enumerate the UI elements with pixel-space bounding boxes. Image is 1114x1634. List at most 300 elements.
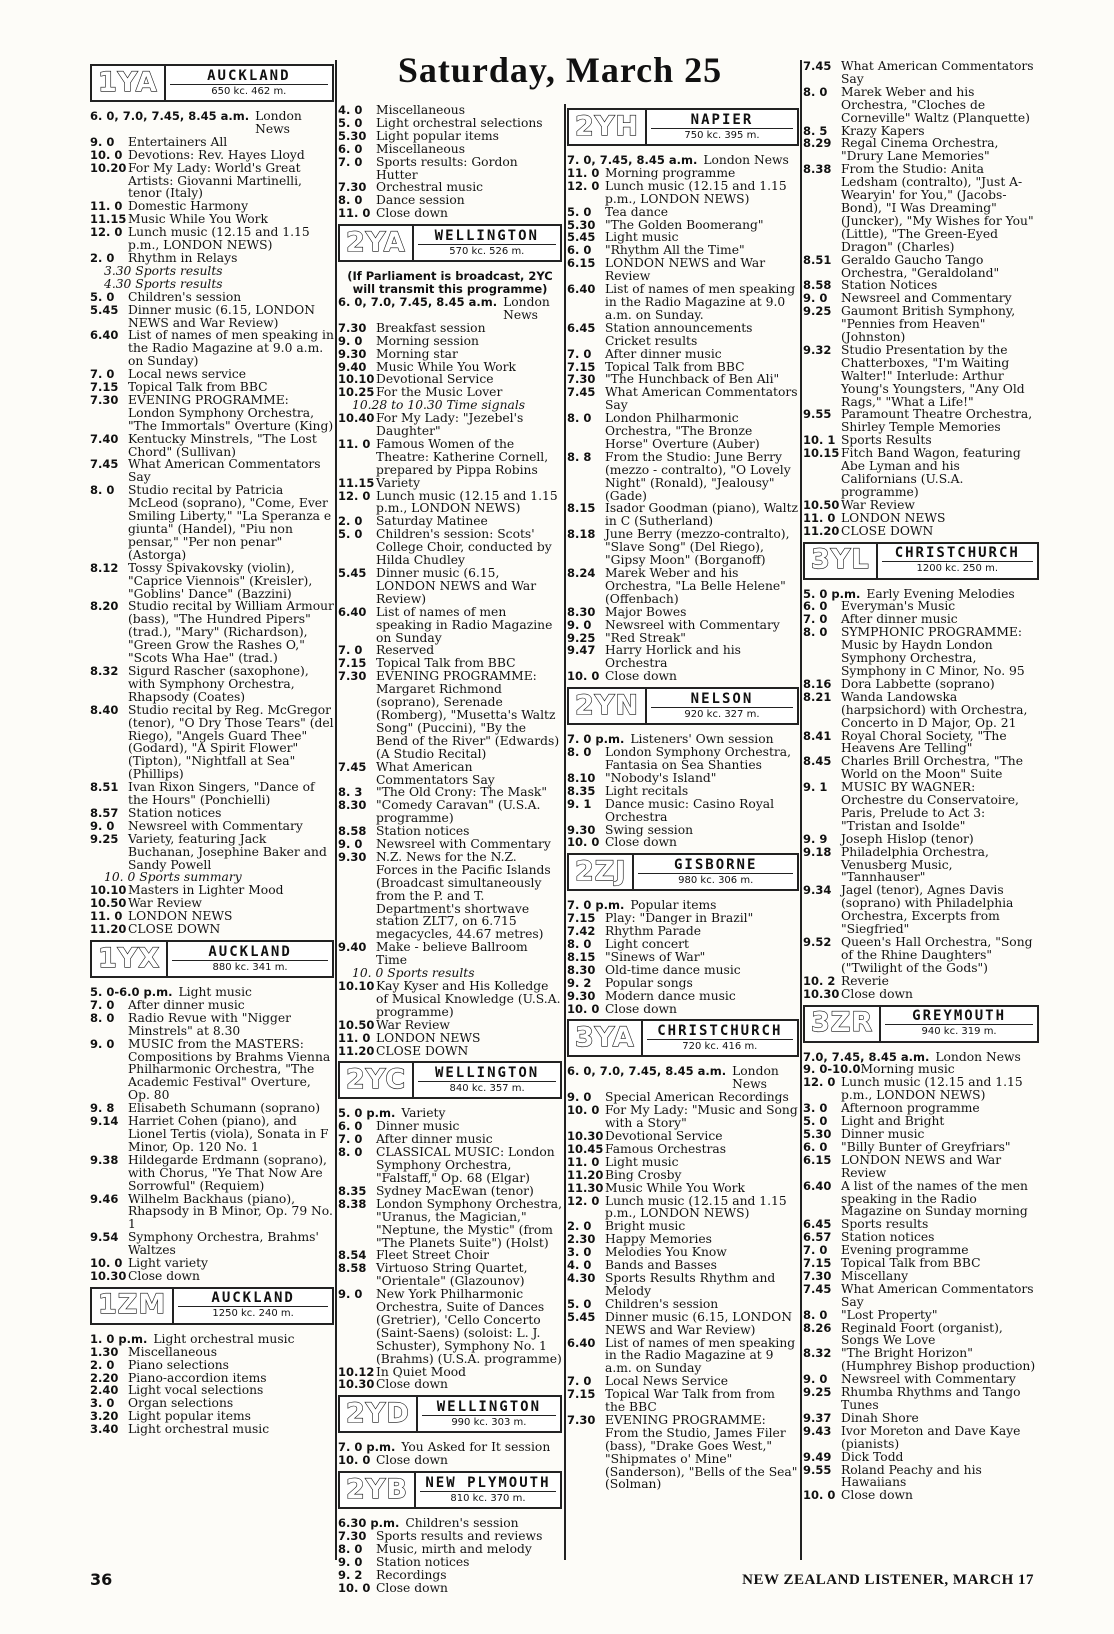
program-text: Fitch Band Wagon, featuring Abe Lyman and his Californians (U.S.A. programme): [841, 446, 1021, 499]
station-frequency: 1200 kc. 250 m.: [916, 563, 998, 575]
program-text: SYMPHONIC PROGRAMME: Music by Haydn London Symphony Orchestra, Symphony in C Minor, No. 95: [841, 625, 1025, 678]
program-text: CLASSICAL MUSIC: London Symphony Orchestra, "Falstaff," Op. 68 (Elgar): [376, 1145, 555, 1185]
program-entry: [567, 1169, 799, 1182]
program-text: Morning session: [376, 333, 479, 348]
program-text: Rhumba Rhythms and Tango Tunes: [841, 1385, 1021, 1412]
program-time: 9.54: [90, 1230, 119, 1245]
program-text: Close down: [376, 1377, 448, 1392]
program-time: 6.45: [803, 1217, 832, 1232]
program-time: 8. 0: [803, 1307, 828, 1322]
program-time: 8. 0: [567, 937, 592, 952]
station-city: WELLINGTON: [422, 1399, 556, 1416]
program-entry: [567, 528, 799, 567]
program-time: 9. 8: [90, 1101, 115, 1116]
program-text: Light music: [605, 230, 679, 245]
station-header: [90, 64, 334, 102]
program-text: London News: [732, 1064, 779, 1092]
program-entry: [90, 1423, 334, 1436]
program-entry: [803, 254, 1039, 280]
program-time: 8.38: [803, 162, 832, 177]
station-city: WELLINGTON: [418, 1065, 556, 1082]
program-time: 10. 2: [803, 973, 836, 988]
page-number: 36: [90, 1570, 113, 1589]
program-text: After dinner music: [605, 346, 722, 361]
program-text: List of names of men speaking in the Radio Magazine at 9.0 a.m. on Sunday): [128, 328, 334, 369]
program-text: Light music: [605, 1154, 679, 1169]
program-text: List of names of men speaking in Radio Magazine on Sunday: [376, 604, 553, 645]
program-entry: [803, 1347, 1039, 1373]
program-entry: [803, 846, 1039, 885]
program-text: Morning star: [376, 346, 458, 361]
program-text: Queen's Hall Orchestra, "Song of the Rhine Daughters" ("Twilight of the Gods"): [841, 935, 1033, 975]
program-time: 9. 0: [567, 1090, 592, 1105]
program-text: Listeners' Own session: [630, 732, 774, 747]
station-call-sign: 2YA: [340, 226, 414, 260]
program-text: Music While You Work: [605, 1180, 745, 1195]
program-text: Piano-accordion items: [128, 1370, 267, 1385]
program-time: 7.42: [567, 924, 596, 939]
program-time: 6.45: [567, 320, 596, 335]
program-entry: [567, 322, 799, 348]
program-time: 9.30: [338, 849, 367, 864]
station-info: [414, 226, 560, 260]
program-time: 9.46: [90, 1191, 119, 1206]
program-text: Evening programme: [841, 1243, 969, 1258]
program-time: 8. 5: [803, 123, 828, 138]
program-entry: [803, 305, 1039, 344]
program-time: 5. 0 p.m.: [338, 1106, 396, 1121]
program-entry: [90, 1346, 334, 1359]
program-entry: [803, 1180, 1039, 1219]
program-text: Light popular items: [128, 1409, 251, 1424]
program-text: Reginald Foort (organist), Songs We Love: [841, 1320, 1003, 1348]
program-text: Close down: [376, 206, 448, 221]
program-time: 6. 0: [338, 141, 363, 156]
program-entry: [567, 785, 799, 798]
program-text: LONDON NEWS: [841, 510, 946, 525]
program-entry: [567, 938, 799, 951]
program-time: 8.54: [338, 1248, 367, 1263]
program-text: London News: [935, 1049, 1021, 1064]
program-text: Joseph Hislop (tenor): [841, 831, 974, 846]
program-text: Orchestral music: [376, 180, 484, 195]
program-text: Light concert: [605, 937, 689, 952]
program-entry: [338, 528, 562, 567]
program-text: What American Commentators Say: [605, 385, 798, 413]
program-entry: [90, 1115, 334, 1154]
program-text: Dora Labbette (soprano): [841, 676, 995, 691]
column-4: [803, 60, 1039, 1566]
program-entry: [338, 117, 562, 130]
program-time: 3. 0: [90, 1396, 115, 1411]
program-time: 10.12: [338, 1364, 375, 1379]
program-entry: [567, 412, 799, 451]
program-entry: [90, 884, 334, 897]
program-text: Jagel (tenor), Agnes Davis (soprano) with Philadelphia Orchestra, Excerpts from "Siegfried": [841, 883, 1014, 937]
program-entry: [567, 257, 799, 283]
program-time: 9. 0: [803, 1372, 828, 1387]
program-text: CLOSE DOWN: [376, 1043, 469, 1058]
program-text: CLOSE DOWN: [841, 523, 934, 538]
station-frequency: 920 kc. 327 m.: [684, 708, 760, 720]
program-text: Close down: [605, 669, 677, 684]
program-entry: [90, 110, 334, 136]
program-entry: [90, 226, 334, 252]
program-entry: [90, 1012, 334, 1038]
program-text: "Nobody's Island": [605, 770, 717, 785]
program-text: "The Bright Horizon" (Humphrey Bishop production): [841, 1346, 1036, 1374]
station-city: AUCKLAND: [170, 68, 328, 85]
program-time: 9.49: [803, 1449, 832, 1464]
program-time: 9. 0: [90, 1036, 115, 1051]
program-time: 6. 0: [803, 1139, 828, 1154]
program-time: 10.20: [90, 160, 127, 175]
program-time: 9.52: [803, 935, 832, 949]
program-entry: [338, 761, 562, 787]
program-entry: [338, 799, 562, 825]
program-time: 3.20: [90, 1409, 119, 1424]
program-text: Isador Goodman (piano), Waltz in C (Sutherland): [605, 501, 799, 529]
program-text: London News: [503, 294, 550, 322]
station-info: [174, 1289, 332, 1323]
program-text: Devotional Service: [605, 1129, 723, 1143]
program-time: 7.30: [803, 1268, 832, 1283]
program-text: "The Golden Boomerang": [605, 217, 764, 232]
program-time: 5.45: [338, 566, 367, 580]
program-time: 9.14: [90, 1114, 119, 1129]
program-time: 8. 0: [567, 411, 592, 426]
program-time: 11. 0: [338, 436, 371, 451]
program-entry: [803, 1489, 1039, 1502]
program-time: 5.30: [803, 1126, 832, 1141]
station-header: [567, 108, 799, 146]
program-entry: [803, 1141, 1039, 1154]
program-entry: [567, 219, 799, 232]
program-time: 8. 0: [338, 193, 363, 208]
program-text: Harry Horlick and his Orchestra: [605, 643, 741, 671]
program-entry: [338, 156, 562, 182]
station-info: [414, 1063, 560, 1097]
program-time: 8. 0: [567, 745, 592, 760]
program-text: Dance session: [376, 193, 465, 208]
program-text: Reserved: [376, 643, 435, 658]
program-text: Organ selections: [128, 1396, 234, 1411]
program-time: 8.58: [338, 824, 367, 839]
program-text: Miscellaneous: [128, 1344, 218, 1359]
program-time: 9. 1: [567, 796, 592, 811]
station-city: AUCKLAND: [172, 944, 328, 961]
program-entry: [803, 163, 1039, 253]
program-time: 6.57: [803, 1230, 832, 1245]
program-entry: [803, 975, 1039, 988]
program-time: 2. 0: [338, 514, 363, 529]
program-time: 10. 0: [90, 147, 123, 162]
station-call-sign: 2YN: [569, 689, 647, 723]
program-entry: [338, 851, 562, 941]
program-text: Old-time dance music: [605, 962, 741, 977]
program-time: 7. 0 p.m.: [567, 898, 625, 913]
program-text: New York Philharmonic Orchestra, Suite of Dances (Gretrier), 'Cello Concerto (Saint-Saens) (soloist: L. J. Schuster), Symphony No. 1 (Brahms) (U.S.A. programme): [376, 1287, 562, 1366]
program-time: 9. 0: [338, 1554, 363, 1569]
program-text: Sports results: Gordon Hutter: [376, 154, 518, 182]
program-entry: [90, 562, 334, 601]
program-text: What American Commentators Say: [841, 1281, 1034, 1309]
program-time: 8.58: [803, 278, 832, 293]
program-time: 1.30: [90, 1344, 119, 1359]
program-time: 7.15: [567, 359, 596, 374]
station-city: CHRISTCHURCH: [882, 545, 1033, 562]
program-entry: [338, 438, 562, 477]
program-time: 8.18: [567, 527, 596, 542]
program-time: 7. 0: [338, 1132, 363, 1147]
program-text: London News: [703, 153, 789, 167]
program-time: 6. 0, 7.0, 7.45, 8.45 a.m.: [338, 294, 498, 309]
program-time: 10. 0: [567, 1001, 600, 1016]
program-text: Geraldo Gaucho Tango Orchestra, "Geraldoland": [841, 252, 1000, 280]
program-time: 11.20: [338, 1043, 375, 1058]
program-entry: [90, 999, 334, 1012]
program-time: 11.20: [567, 1167, 604, 1182]
program-time: 9.40: [338, 359, 367, 374]
column-rule: [800, 60, 802, 1560]
program-text: Station announcements Cricket results: [605, 320, 753, 348]
program-time: 7. 0: [567, 346, 592, 361]
program-entry: [338, 1569, 562, 1582]
program-time: 10. 1: [803, 433, 836, 448]
program-time: 11. 0: [567, 1154, 600, 1169]
program-entry: [803, 447, 1039, 499]
program-text: Music While You Work: [128, 212, 268, 227]
program-time: 8.12: [90, 560, 119, 575]
station-frequency: 940 kc. 319 m.: [921, 1026, 997, 1038]
program-text: "Sinews of War": [605, 949, 706, 964]
program-entry: [803, 1309, 1039, 1322]
station-info: [634, 855, 797, 889]
program-time: 9. 0: [338, 837, 363, 852]
program-time: 9.47: [567, 643, 596, 658]
program-time: 9.25: [567, 630, 596, 645]
program-time: 9.30: [567, 822, 596, 837]
program-text: Close down: [841, 1488, 913, 1503]
program-text: Lunch music (12.15 and 1.15 p.m., LONDON NEWS): [376, 488, 558, 516]
program-text: Popular songs: [605, 975, 693, 990]
program-time: 6.15: [803, 1152, 832, 1167]
program-entry: [90, 1257, 334, 1270]
program-time: 10.10: [338, 979, 375, 993]
program-time: 11.15: [338, 475, 375, 490]
program-text: Lunch music (12.15 and 1.15 p.m., LONDON NEWS): [841, 1075, 1023, 1103]
program-entry: [567, 1337, 799, 1376]
program-entry: [90, 252, 334, 265]
program-text: Station Notices: [841, 278, 938, 293]
program-time: 9.25: [803, 1385, 832, 1400]
program-time: 7.15: [803, 1256, 832, 1271]
program-entry: [338, 1262, 562, 1288]
program-time: 8.15: [567, 501, 596, 516]
program-entry: [90, 807, 334, 820]
program-time: 9. 0: [803, 291, 828, 306]
program-entry: [567, 798, 799, 824]
program-text: LONDON NEWS: [376, 1030, 481, 1045]
program-text: "Rhythm All the Time": [605, 243, 745, 258]
program-entry: [567, 1388, 799, 1414]
station-call-sign: 2YD: [340, 1397, 418, 1431]
program-time: 11. 0: [90, 909, 123, 924]
program-time: 5. 0: [567, 204, 592, 219]
column-2: [338, 103, 563, 1595]
program-text: Dance music: Casino Royal Orchestra: [605, 796, 775, 824]
station-frequency: 1250 kc. 240 m.: [212, 1308, 294, 1320]
program-entry: [567, 990, 799, 1003]
program-text: List of names of men speaking in the Radio Magazine at 9.0 a.m. on Sunday.: [605, 282, 796, 322]
program-time: 6.40: [567, 1335, 596, 1350]
station-city: NEW PLYMOUTH: [420, 1475, 556, 1492]
program-time: 7. 0: [803, 612, 828, 627]
program-time: 10.30: [90, 1268, 127, 1283]
program-time: 7.30: [338, 320, 367, 335]
program-entry: [338, 1146, 562, 1185]
program-entry: [90, 665, 334, 704]
station-info: [878, 544, 1037, 578]
program-time: 6.40: [338, 604, 367, 619]
station-header: [567, 853, 799, 891]
program-text: N.Z. News for the N.Z. Forces in the Pacific Islands (Broadcast simultaneously from the P. and T. Department's shortwave station ZLT7, on 6.715 megacycles, 44.67 metres): [376, 849, 551, 942]
program-time: 8. 3: [338, 785, 363, 800]
station-frequency: 750 kc. 395 m.: [684, 129, 760, 141]
program-entry: [90, 923, 334, 936]
publication-footer: NEW ZEALAND LISTENER, MARCH 17: [742, 1572, 1034, 1588]
program-time: 4. 0: [567, 1258, 592, 1273]
program-entry: [567, 451, 799, 503]
program-text: In Quiet Mood: [376, 1364, 467, 1379]
program-time: 10.10: [90, 883, 127, 898]
program-text: Dinner music (6.15, LONDON NEWS and War Review): [605, 1309, 793, 1337]
program-entry: [803, 1425, 1039, 1451]
station-header: [338, 1395, 562, 1433]
program-entry: [803, 1464, 1039, 1490]
program-text: Sydney MacEwan (tenor): [376, 1183, 534, 1198]
program-entry: [803, 1386, 1039, 1412]
program-note: (If Parliament is broadcast, 2YC will transmit this programme): [347, 269, 553, 297]
program-text: "Billy Bunter of Greyfriars": [841, 1139, 1011, 1154]
program-time: 10.40: [338, 411, 375, 426]
station-frequency: 720 kc. 416 m.: [682, 1040, 758, 1052]
program-text: For My Lady: "Jezebel's Daughter": [376, 411, 524, 439]
page-title: Saturday, March 25: [397, 50, 723, 90]
program-entry: [803, 1270, 1039, 1283]
program-time: 7.45: [567, 385, 596, 400]
program-entry: [567, 1298, 799, 1311]
program-entry: [90, 1193, 334, 1232]
program-time: 11. 0: [338, 1030, 371, 1045]
program-text: Wanda Landowska (harpsichord) with Orchestra, Concerto in D Major, Op. 21: [841, 689, 1028, 730]
program-text: Topical Talk from BBC: [128, 380, 268, 395]
program-text: Ivor Moreton and Dave Kaye (pianists): [841, 1423, 1021, 1451]
program-entry: [567, 746, 799, 772]
program-time: 10.50: [803, 497, 840, 512]
program-entry: [338, 1556, 562, 1569]
program-time: 11. 0: [90, 199, 123, 214]
station-frequency: 840 kc. 357 m.: [449, 1082, 525, 1094]
program-time: 7. 0: [338, 154, 363, 169]
program-time: 7.45: [338, 759, 367, 774]
program-entry: [567, 964, 799, 977]
program-text: Newsreel with Commentary: [605, 617, 780, 632]
station-call-sign: 2YH: [569, 110, 647, 144]
program-entry: [803, 1154, 1039, 1180]
program-time: 7.30: [338, 180, 367, 195]
program-text: Light vocal selections: [128, 1383, 264, 1398]
program-time: 8.51: [90, 780, 119, 795]
program-text: Swing session: [605, 822, 694, 837]
program-text: Elisabeth Schumann (soprano): [128, 1101, 321, 1116]
program-time: 2.30: [567, 1232, 596, 1247]
program-time: 7. 0: [803, 1243, 828, 1258]
program-time: 8.38: [338, 1196, 367, 1211]
program-entry: [803, 691, 1039, 730]
program-time: 8.16: [803, 676, 832, 691]
program-time: 6.15: [567, 256, 596, 271]
program-entry: [567, 644, 799, 670]
program-text: Close down: [376, 1580, 448, 1595]
station-info: [418, 1397, 560, 1431]
station-header: [90, 940, 334, 978]
program-time: 8.26: [803, 1320, 832, 1335]
program-entry: [803, 833, 1039, 846]
program-time: 12. 0: [567, 1193, 600, 1208]
program-entry: [338, 606, 562, 645]
program-time: 9. 0: [90, 818, 115, 833]
program-text: Famous Orchestras: [605, 1141, 727, 1156]
program-entry: [90, 1154, 334, 1193]
program-text: Close down: [605, 1001, 677, 1016]
program-text: Everyman's Music: [841, 599, 956, 614]
program-text: Light orchestral music: [128, 1422, 270, 1437]
program-time: 8.58: [338, 1261, 367, 1276]
program-text: MUSIC BY WAGNER: Orchestre du Conservatoire, Paris, Prelude to Act 3: "Tristan and Isolde": [841, 780, 1019, 833]
program-time: 9. 9: [803, 831, 828, 846]
program-time: 7. 0 p.m.: [338, 1440, 396, 1455]
program-time: 5.30: [567, 217, 596, 232]
program-time: 10. 0: [90, 1256, 123, 1271]
program-time: 7.30: [567, 372, 596, 387]
program-time: 10. 0: [338, 1580, 371, 1595]
program-entry: [567, 348, 799, 361]
program-entry: [803, 86, 1039, 125]
program-text: London Philharmonic Orchestra, "The Bronze Horse" Overture (Auber): [605, 411, 760, 451]
program-time: 5. 0: [803, 1114, 828, 1129]
program-time: 8.20: [90, 599, 119, 614]
program-time: 6. 0: [803, 599, 828, 614]
program-text: Variety: [376, 475, 421, 490]
station-info: [168, 942, 332, 976]
program-entry: [338, 1543, 562, 1556]
station-frequency: 810 kc. 370 m.: [450, 1492, 526, 1504]
program-subnote: 10. 0 Sports results: [352, 966, 475, 981]
program-text: Major Bowes: [605, 604, 687, 619]
program-time: 9.55: [803, 407, 832, 422]
program-entry: [90, 291, 334, 304]
program-text: Dinner music (6.15, LONDON NEWS and War Review): [376, 566, 537, 606]
program-text: "Comedy Caravan" (U.S.A. programme): [376, 798, 541, 826]
program-text: Station notices: [128, 805, 222, 820]
program-text: Ivan Rixon Singers, "Dance of the Hours" (Ponchielli): [128, 780, 315, 808]
program-entry: [567, 180, 799, 206]
program-entry: [803, 1076, 1039, 1102]
program-text: Play: "Danger in Brazil": [605, 911, 754, 926]
program-time: 10. 0: [567, 1103, 600, 1118]
station-frequency: 880 kc. 341 m.: [212, 961, 288, 973]
